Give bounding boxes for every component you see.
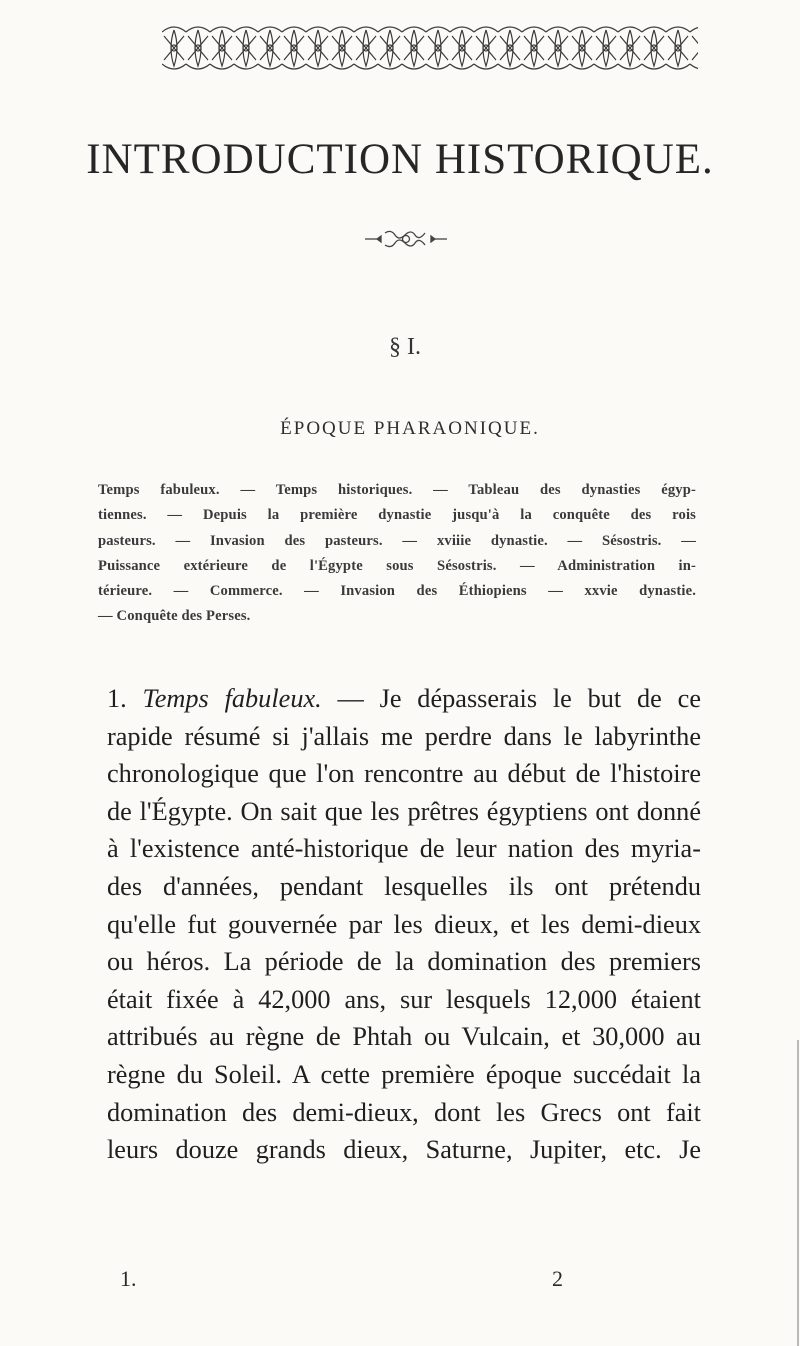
paragraph-first-line — [107, 680, 701, 718]
body-line: chronologique que l'on rencontre au début de l'histoire — [107, 759, 701, 789]
summary-line: pasteurs. — Invasion des pasteurs. — xviiie dynastie. — Sésostris. — — [98, 532, 696, 549]
body-line: règne du Soleil. A cette première époque succédait la — [107, 1059, 701, 1089]
page-title: INTRODUCTION HISTORIQUE. — [86, 136, 714, 183]
paragraph-heading: Temps fabuleux. — [142, 684, 322, 713]
section-number: § I. — [389, 334, 421, 360]
body-line: attribués au règne de Phtah ou Vulcain, et 30,000 au — [107, 1022, 701, 1052]
body-line: leurs douze grands dieux, Saturne, Jupiter, etc. Je — [107, 1135, 701, 1165]
summary-line: Temps fabuleux. — Temps historiques. — Tableau des dynasties égyp- — [98, 482, 696, 498]
decorative-header-band — [162, 22, 698, 74]
signature-mark-left: 1. — [120, 1266, 137, 1291]
page-edge-line — [797, 1040, 799, 1346]
summary-line: térieure. — Commerce. — Invasion des Éthiopiens — xxvie dynastie. — [98, 583, 696, 600]
body-line: ou héros. La période de la domination des premiers — [107, 947, 701, 977]
paragraph-number: 1. — [107, 684, 127, 713]
page-footer — [120, 1266, 680, 1294]
summary-line: — Conquête des Perses. — [98, 608, 251, 625]
body-line: des d'années, pendant lesquelles ils ont prétendu — [107, 871, 701, 901]
summary-line: tiennes. — Depuis la première dynastie jusqu'à la conquête des rois — [98, 507, 696, 524]
body-line: de l'Égypte. On sait que les prêtres égyptiens ont donné — [107, 796, 701, 826]
body-line: était fixée à 42,000 ans, sur lesquels 12,000 étaient — [107, 984, 701, 1014]
body-line: rapide résumé si j'allais me perdre dans le labyrinthe — [107, 721, 701, 751]
signature-mark-right: 2 — [552, 1266, 563, 1291]
body-paragraph — [107, 680, 701, 1169]
body-line: domination des demi-dieux, dont les Grecs ont fait — [107, 1097, 701, 1127]
paragraph-first-line-text: — Je dépasserais le but de ce — [321, 684, 701, 713]
body-line: qu'elle fut gouvernée par les dieux, et les demi-dieux — [107, 909, 701, 939]
section-title: ÉPOQUE PHARAONIQUE. — [280, 418, 540, 439]
chapter-summary — [98, 478, 696, 630]
ornament-divider — [363, 228, 449, 250]
body-line: à l'existence anté-historique de leur nation des myria- — [107, 834, 701, 864]
summary-line: Puissance extérieure de l'Égypte sous Sésostris. — Administration in- — [98, 557, 696, 574]
